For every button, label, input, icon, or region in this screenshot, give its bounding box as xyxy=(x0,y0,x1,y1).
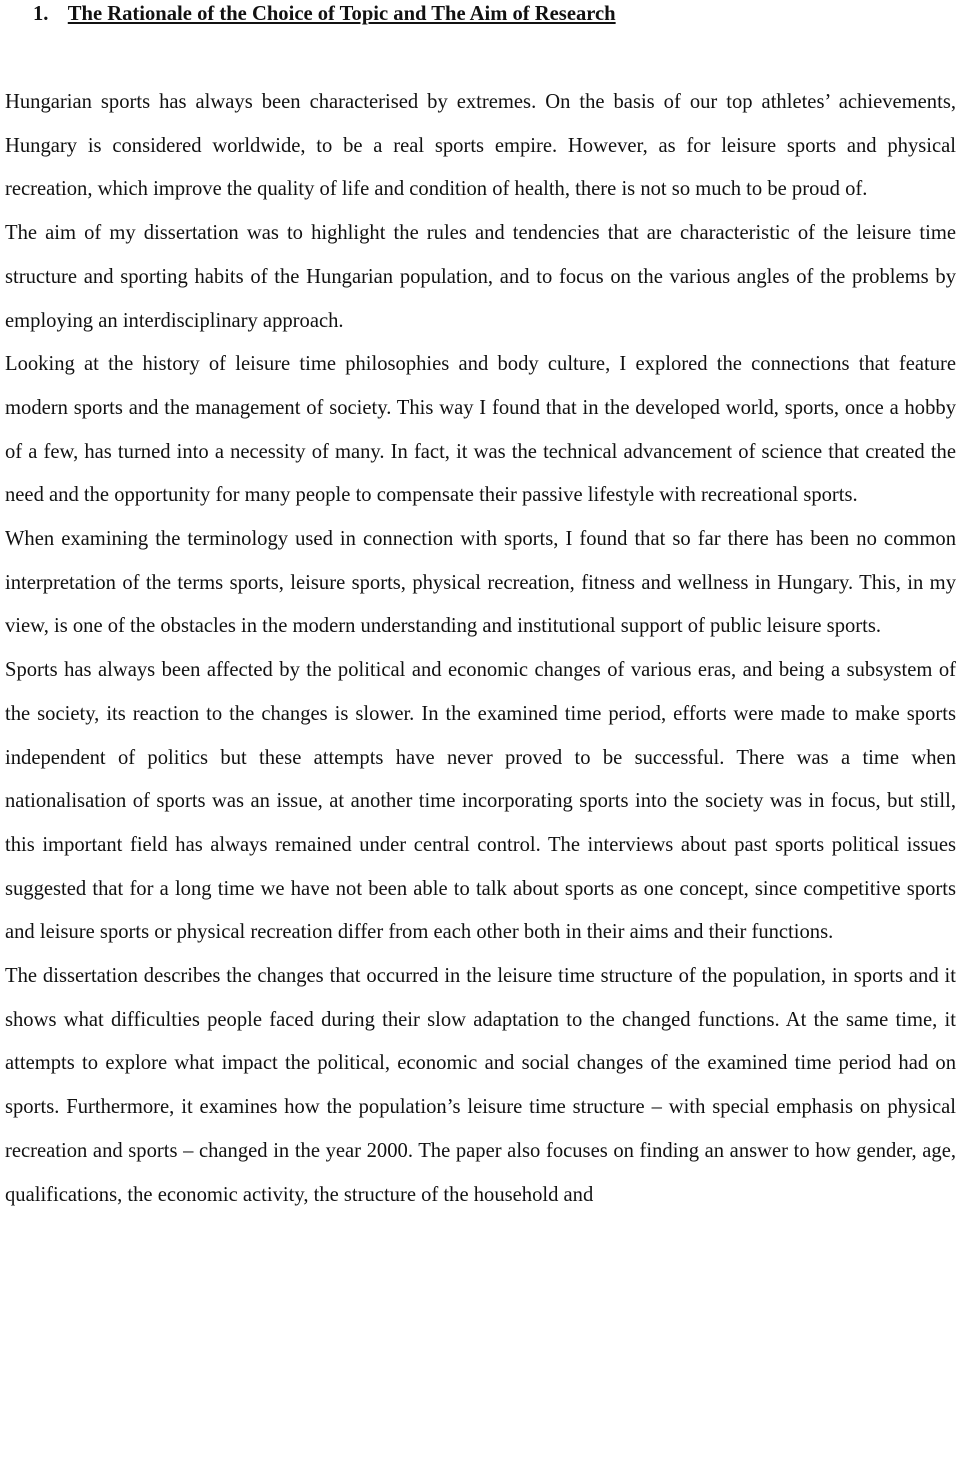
paragraph-politics: Sports has always been affected by the political and economic changes of various eras, and being a subsystem of the society, its reaction to the changes is slower. In the examined time period, efforts were made to make sports independent of politics but these attempts have never proved to be successful. There was a time when nationalisation of sports was an issue, at another time incorporating sports into the society was in focus, but still, this important field has always remained under central control. The interviews about past sports political issues suggested that for a long time we have not been able to talk about sports as one concept, since competitive sports and leisure sports or physical recreation differ from each other both in their aims and their functions. xyxy=(5,659,956,944)
paragraph-changes: The dissertation describes the changes that occurred in the leisure time structure of the population, in sports and it shows what difficulties people faced during their slow adaptation to the changed functions. At the same time, it attempts to explore what impact the political, economic and social changes of the examined time period had on sports. Furthermore, it examines how the population’s leisure time structure – with special emphasis on physical recreation and sports – changed in the year 2000. The paper also focuses on finding an answer to how gender, age, qualifications, the economic activity, the structure of the household and xyxy=(5,965,956,1206)
section-heading xyxy=(5,0,956,28)
paragraph-aim: The aim of my dissertation was to highlight the rules and tendencies that are characteristic of the leisure time structure and sporting habits of the Hungarian population, and to focus on the various angles of the problems by employing an interdisciplinary approach. xyxy=(5,222,956,332)
paragraph-terminology: When examining the terminology used in connection with sports, I found that so far there has been no common interpretation of the terms sports, leisure sports, physical recreation, fitness and wellness in Hungary. This, in my view, is one of the obstacles in the modern understanding and institutional support of public leisure sports. xyxy=(5,528,956,638)
paragraph-history: Looking at the history of leisure time philosophies and body culture, I explored the connections that feature modern sports and the management of society. This way I found that in the developed world, sports, once a hobby of a few, has turned into a necessity of many. In fact, it was the technical advancement of science that created the need and the opportunity for many people to compensate their passive lifestyle with recreational sports. xyxy=(5,353,956,507)
body-text xyxy=(5,81,956,1217)
section-title: The Rationale of the Choice of Topic and The Aim of Research xyxy=(67,3,616,25)
paragraph-intro: Hungarian sports has always been characterised by extremes. On the basis of our top athletes’ achievements, Hungary is considered worldwide, to be a real sports empire. However, as for leisure sports and physical recreation, which improve the quality of life and condition of health, there is not so much to be proud of. xyxy=(5,91,956,201)
section-number: 1. xyxy=(33,3,49,25)
